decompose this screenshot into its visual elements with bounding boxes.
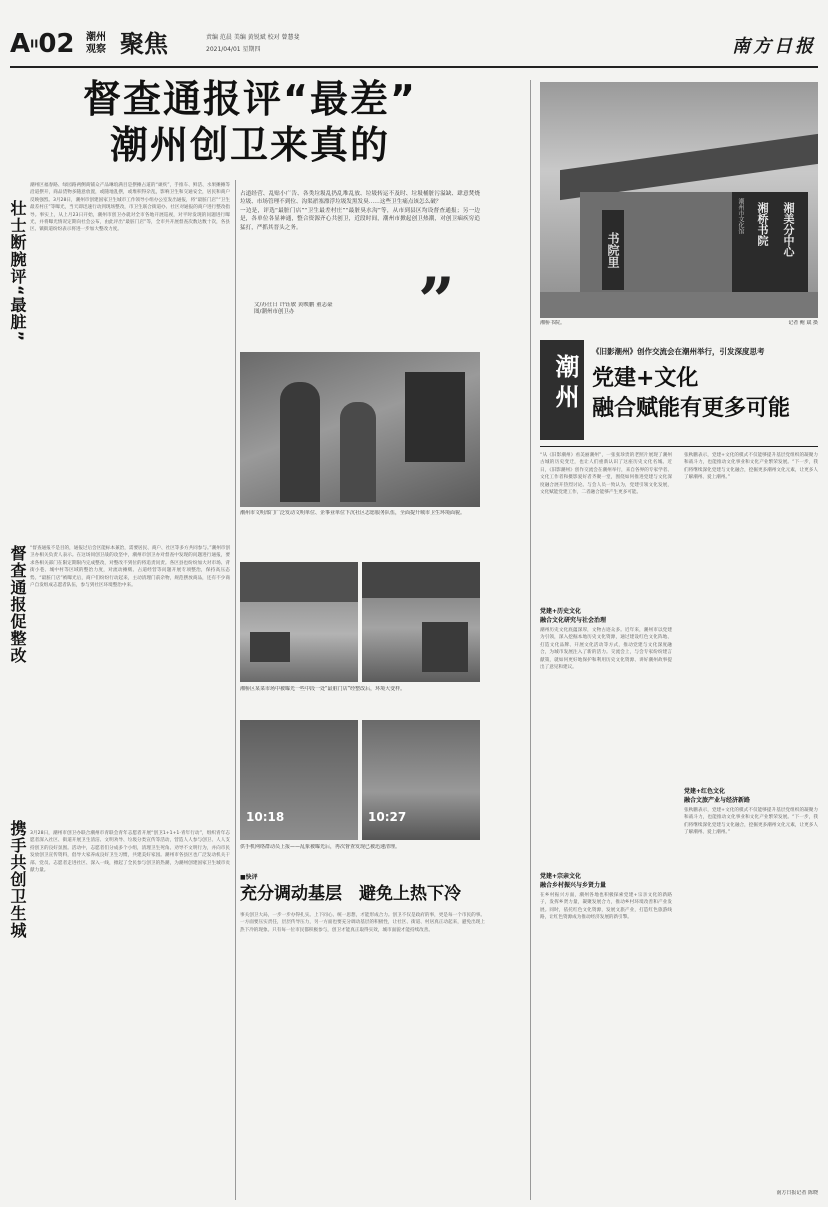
main-headline <box>40 76 460 168</box>
second-col-2 <box>684 452 818 1197</box>
second-headline-line-1: 党建+文化 <box>592 366 699 391</box>
caption-volunteers: 潮州市文明部门广泛发动文明单位、企事业单位下沉社区志愿服务队伍，全面提升城市卫生环境面貌。 <box>240 510 466 516</box>
quote-mark-icon: ” <box>418 264 455 339</box>
photo-volunteers <box>240 352 480 507</box>
page-number: AII02 <box>10 29 75 59</box>
quickread-label: ■快评 <box>240 874 258 881</box>
second-body-c: 张秋鹏表示，党建+文化的模式不仅能够提升基层党组织的凝聚力和战斗力，也能推动文化事业和文化产业繁荣发展。“下一步，我们将继续深化党建与文化融合，挖掘更多潮州文化元素，让更多人了解潮州、爱上潮州。” <box>684 453 818 481</box>
caption-phones: 供手机网络群动员上报——乱象被曝光后，再次督查发现已被迅速清理。 <box>240 844 401 850</box>
quickread-headline: 充分调动基层 避免上热下冷 <box>240 884 461 904</box>
side-heading-3: 携手共创卫生城 <box>8 820 27 939</box>
second-headline-line-2: 融合赋能有更多可能 <box>592 396 791 421</box>
photo-market-after <box>362 562 480 682</box>
photo-market-before <box>240 562 358 682</box>
caption-academy: 湘桥书院。 <box>540 320 566 326</box>
subhead-4: 融合乡村振兴与乡贤力量 <box>540 882 607 889</box>
second-body-a: “从《旧影潮州》看美丽潮州”，一张张珍贵的老照片展现了潮州古城的历史变迁，也让人们重新认识了这座历史文化名城。近日，《旧影潮州》创作交流会在潮州举行，来自各界的专家学者、文化工作者和摄影爱好者齐聚一堂，围绕如何推进党建与文化深度融合展开热烈讨论。与会人员一致认为，党建引领文化发展，文化赋能党建工作，二者融合能够产生更多可能。 <box>540 453 672 496</box>
phone-time-2: 10:27 <box>368 810 407 824</box>
sign-text-3: 湘美分中心 <box>782 202 795 257</box>
second-story-headline <box>592 364 818 424</box>
body-column-1c: 3月28日，潮州市创卫办联合潮州市青联会青年志愿者开展“创卫1+1+1·青年行动”，组织青年志愿者深入社区、街道开展卫生清洁、文明劝导、垃圾分类宣传等活动，营造人人参与创卫、人人支持创卫的良好氛围。活动中，志愿者们分成多个小组，清理卫生死角、劝导不文明行为，并向市民发放创卫宣传资料，倡导大家养成良好卫生习惯，共建美好家园。潮州市各县区也广泛发动机关干部、党员、志愿者走进社区、深入一线，掀起了全民参与创卫的热潮，为潮州创建国家卫生城市贡献力量。 <box>30 831 230 874</box>
headline-line-1: 督查通报评“最差” <box>83 77 417 121</box>
subhead-5: 党建+红色文化 <box>684 788 726 795</box>
photo-academy <box>540 82 818 318</box>
second-story-rule <box>540 446 818 447</box>
phone-time-1: 10:18 <box>246 810 285 824</box>
second-story-tag: 潮州 <box>540 340 584 440</box>
byline: 文/苏仕日 许钰敏 黄映鹏 董志豪 图/潮州市创卫办 <box>254 302 333 315</box>
masthead-rule <box>10 66 818 68</box>
sign-board <box>732 192 808 302</box>
second-story-footer: 南方日报记者 陈晓 <box>776 1190 818 1196</box>
quickread-body: 事关创卫大局，一步一步办得扎实。上下同心、统一思想，才能形成合力。创卫不仅是政府的事，更是每一个市民的事。一方面要压实责任，层层传导压力，另一方面也要充分调动基层的积极性，让社区、街道、村居真正动起来，避免出现上热下冷的现象。只有每一位市民都积极参与，创卫才能真正取得实效，城市面貌才能持续改善。 <box>240 913 485 933</box>
side-heading-2: 督查通报促整改 <box>8 545 27 664</box>
sign-text-2: 湘桥书院 <box>756 202 769 246</box>
paper-logo: 南方日报 <box>732 36 816 57</box>
caption-market: 湘桥区某菜市场中被曝光一些中段一处“最脏门店”经整改后，环境大变样。 <box>240 686 406 692</box>
subhead-1: 党建+历史文化 <box>540 608 582 615</box>
sign-academy-vertical: 书院里 <box>602 210 624 290</box>
subhead-3: 党建+宗亲文化 <box>540 873 582 880</box>
quote-block <box>240 190 480 340</box>
headline-line-2: 潮州创卫来真的 <box>109 123 390 167</box>
body-column-1b: “督查通报不是目的，通报过后会区能标本兼治，需要居民、商户、社区等多方共同参与。”潮州市创卫办相关负责人表示。在这场同创卫战的攻坚中，潮州市创卫办对督查中发现的问题进行通报，要求各相关部门在限定期限内完成整改，对整改不到位的将追责问责。各区县也纷纷加大对市场、背街小巷、城中村等区域的整治力度，对流动摊贩、占道经营等问题开展专项整治，保持高压态势。“最脏门店”被曝光后，商户们纷纷行动起来，主动清理门前杂物，规范摆放商品，还有不少商户自发组成志愿者队伍，参与到社区环境整治中来。 <box>30 546 230 589</box>
column-divider-2 <box>530 80 531 1200</box>
column-divider-1 <box>235 180 236 1200</box>
section-title: 聚焦 <box>120 30 168 58</box>
second-body-b: 潮州历史文化底蕴深厚，文物古迹众多。近年来，潮州市以党建为引领，深入挖掘本地历史文化资源，通过建设红色文化阵地、打造文化品牌、开展文化活动等方式，推动党建与文化深度融合，为城市发展注入了新的活力。交流会上，与会专家纷纷建言献策，就如何更好地保护和利用历史文化资源、讲好潮州故事提出了意见和建议。 <box>540 628 672 671</box>
subhead-2: 融合文化研究与社会治理 <box>540 617 607 624</box>
credit-academy: 记者 鲍 斌 摄 <box>788 320 818 326</box>
body-column-1: 潮州区福春路、绿园路两侧商铺众产品琳琅满目是摆摊占道的“顽疾”，手推车、鲜活、水果摊摊等沿道摆开，商品货物多随意放置，或随地乱摆，或堆积得杂乱，影响卫生和交通安全，居民和商户反映强烈。3月28日，潮州市创建国家卫生城市工作领导小组办公室发出通报，将“最脏门店”“卫生最差村庄”等曝光，当天即迅速行动到现场整改，市卫生联合街道办、社区对通报的商户进行整改指导。事实上，从上月23日开始，潮州市创卫办就对全市各地开展巡视，对平时发现的问题进行曝光，并将曝光情况定期向社会公布，由此评出“最脏门店”等，全市共开展督查次数达数十次，各县区、镇街道纷纷表示将进一步加大整改力度。 <box>30 183 230 233</box>
photo-phone-report-1 <box>240 720 358 840</box>
second-col-1 <box>540 452 672 1197</box>
issue-date: 2021/04/01 星期四 <box>206 46 261 53</box>
second-body-d: 在乡村振兴方面，潮州各地也积极探索党建+宗亲文化的新路子，发挥乡贤力量，凝聚发展合力，推动乡村环境改善和产业发展。同时，依托红色文化资源，发展文旅产业，打造红色旅游线路，让红色资源成为推动经济发展的新引擎。 <box>540 893 672 921</box>
quote-text: 占道经营、乱贴小广告、各类垃圾乱扔乱堆乱放、垃圾转运不及时、垃圾桶脏污溢缺、肆意焚烧垃圾、市场管理不到位、沟渠淤塞漂浮垃圾发黑发臭……这些卫生痛点该怎么破？ 一边是，评选“最脏门店”“卫生最差村庄”“最脏臭水沟”等，从市到县区均设督查通报；另一边是，各单位各显神通，整合资源齐心共创卫，近段时间，潮州市掀起创卫热潮，对创卫痼疾穷追猛打，严抓其晋头之务。 <box>240 191 480 231</box>
sign-text-1: 潮州市文化馆 <box>737 198 744 234</box>
subhead-6: 融合文旅产业与经济新路 <box>684 797 751 804</box>
masthead <box>10 30 818 64</box>
column-label: 潮州 观察 <box>86 32 106 55</box>
second-story-kicker: 《旧影潮州》创作交流会在潮州举行，引发深度思考 <box>592 347 765 356</box>
second-body-c2: 张秋鹏表示，党建+文化的模式不仅能够提升基层党组织的凝聚力和战斗力，也能推动文化事业和文化产业繁荣发展。“下一步，我们将继续深化党建与文化融合，挖掘更多潮州文化元素，让更多人了解潮州、爱上潮州。” <box>684 808 818 836</box>
side-heading-1: 壮士断腕评“最脏” <box>8 200 27 343</box>
photo-phone-report-2 <box>362 720 480 840</box>
editors: 责编 范晨 美编 黄锐斌 校对 曾慧斐 <box>206 34 300 41</box>
